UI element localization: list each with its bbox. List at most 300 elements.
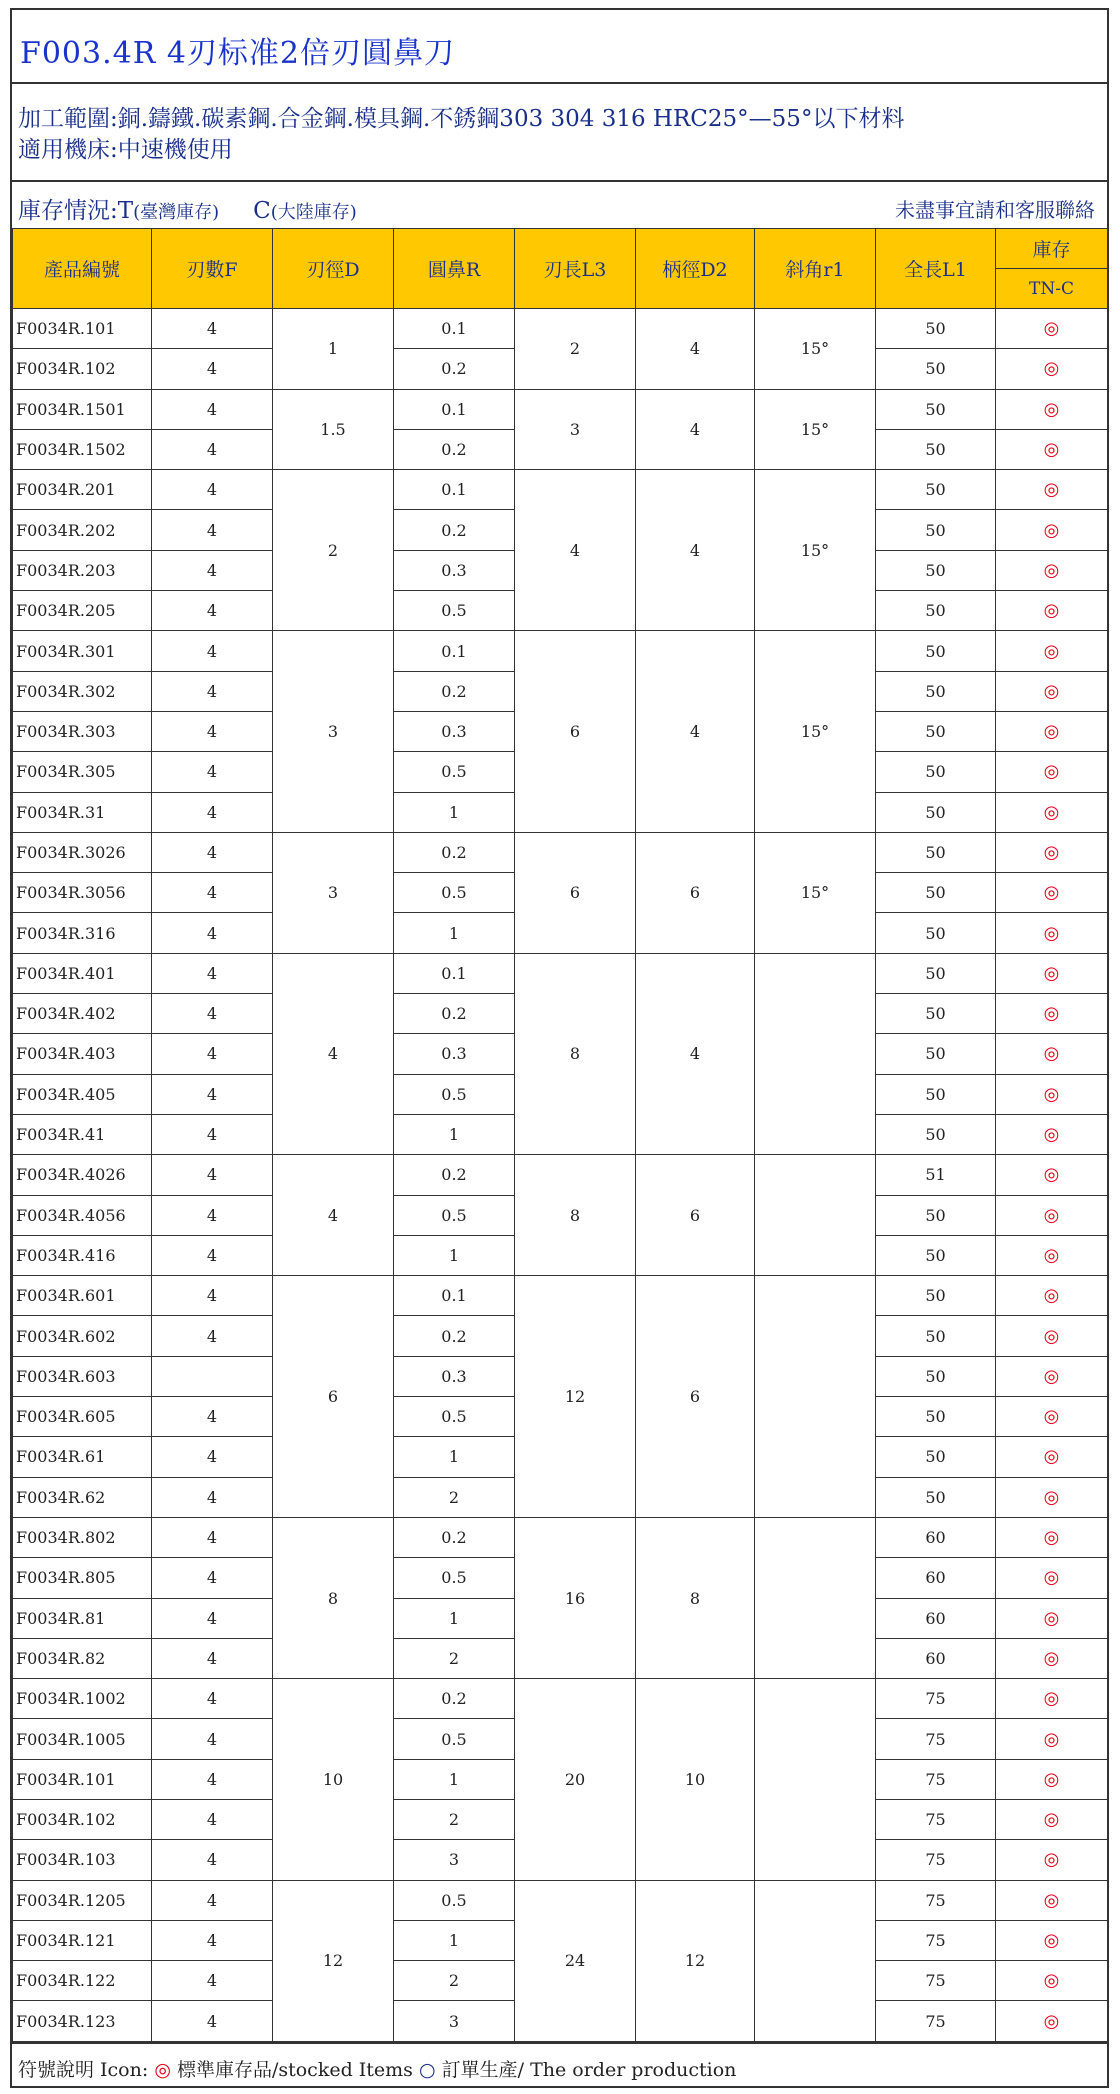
- table-row: [13, 1276, 1108, 1316]
- cell-radius: 2: [394, 1477, 515, 1517]
- cell-diameter: 3: [273, 631, 394, 832]
- cell-flutes: 4: [152, 671, 273, 711]
- cell-flutes: 4: [152, 873, 273, 913]
- cell-shank: 4: [636, 309, 755, 390]
- cell-radius: 0.3: [394, 550, 515, 590]
- cell-radius: 0.2: [394, 510, 515, 550]
- cell-code: F0034R.1502: [13, 429, 152, 469]
- cell-flutes: 4: [152, 631, 273, 671]
- legend: [12, 2042, 1107, 2086]
- cell-flutes: 4: [152, 309, 273, 349]
- cell-code: F0034R.1501: [13, 389, 152, 429]
- table-row: [13, 389, 1108, 429]
- stock-icon: ◎: [996, 1920, 1108, 1960]
- cell-code: F0034R.101: [13, 309, 152, 349]
- stock-icon: ◎: [996, 711, 1108, 751]
- header-radius: 圓鼻R: [394, 229, 515, 309]
- cell-length: 20: [515, 1679, 636, 1880]
- cell-radius: 0.5: [394, 1074, 515, 1114]
- cell-code: F0034R.802: [13, 1517, 152, 1557]
- table-row: [13, 1517, 1108, 1557]
- cell-angle: 15°: [755, 832, 876, 953]
- cell-code: F0034R.1005: [13, 1719, 152, 1759]
- cell-shank: 10: [636, 1679, 755, 1880]
- cell-code: F0034R.202: [13, 510, 152, 550]
- cell-flutes: 4: [152, 1598, 273, 1638]
- cell-radius: 0.3: [394, 1034, 515, 1074]
- stock-icon: ◎: [996, 1356, 1108, 1396]
- cell-diameter: 6: [273, 1276, 394, 1518]
- cell-length: 8: [515, 1155, 636, 1276]
- cell-total: 50: [876, 1316, 996, 1356]
- cell-radius: 0.2: [394, 671, 515, 711]
- cell-flutes: 4: [152, 1719, 273, 1759]
- stocked-icon: ◎: [154, 2059, 171, 2081]
- cell-angle: [755, 1517, 876, 1678]
- table-row: [13, 1155, 1108, 1195]
- stock-icon: ◎: [996, 1638, 1108, 1678]
- spec-body: [13, 309, 1108, 2042]
- cell-angle: [755, 1880, 876, 2041]
- cell-flutes: 4: [152, 1397, 273, 1437]
- cell-flutes: 4: [152, 1880, 273, 1920]
- cell-code: F0034R.121: [13, 1920, 152, 1960]
- stock-icon: ◎: [996, 1397, 1108, 1437]
- cell-code: F0034R.316: [13, 913, 152, 953]
- cell-total: 75: [876, 1679, 996, 1719]
- cell-code: F0034R.123: [13, 2001, 152, 2041]
- legend-label: 符號說明 Icon:: [18, 2059, 149, 2081]
- cell-code: F0034R.601: [13, 1276, 152, 1316]
- cell-flutes: 4: [152, 1235, 273, 1275]
- cell-radius: 0.1: [394, 389, 515, 429]
- stock-icon: ◎: [996, 1840, 1108, 1880]
- table-row: [13, 1679, 1108, 1719]
- cell-total: 75: [876, 1799, 996, 1839]
- header-stock: 庫存: [996, 229, 1108, 269]
- cell-code: F0034R.805: [13, 1558, 152, 1598]
- cell-flutes: 4: [152, 1961, 273, 2001]
- cell-code: F0034R.31: [13, 792, 152, 832]
- cell-shank: 8: [636, 1517, 755, 1678]
- cell-code: F0034R.4026: [13, 1155, 152, 1195]
- page-title: F003.4R 4刃标准2倍刃圓鼻刀: [20, 36, 455, 71]
- cell-shank: 6: [636, 832, 755, 953]
- cell-radius: 0.2: [394, 1316, 515, 1356]
- cell-total: 50: [876, 1235, 996, 1275]
- cell-code: F0034R.603: [13, 1356, 152, 1396]
- cell-radius: 0.2: [394, 1517, 515, 1557]
- cell-flutes: [152, 1356, 273, 1396]
- cell-length: 6: [515, 631, 636, 832]
- cell-flutes: 4: [152, 1517, 273, 1557]
- cell-radius: 1: [394, 792, 515, 832]
- cell-code: F0034R.102: [13, 1799, 152, 1839]
- cell-total: 50: [876, 1397, 996, 1437]
- stock-icon: ◎: [996, 1679, 1108, 1719]
- cell-radius: 0.2: [394, 1679, 515, 1719]
- cell-code: F0034R.303: [13, 711, 152, 751]
- cell-total: 50: [876, 1356, 996, 1396]
- table-row: [13, 832, 1108, 872]
- cell-angle: [755, 1679, 876, 1880]
- cell-radius: 0.2: [394, 1155, 515, 1195]
- cell-total: 50: [876, 389, 996, 429]
- cell-total: 51: [876, 1155, 996, 1195]
- cell-total: 50: [876, 832, 996, 872]
- order-icon: ○: [418, 2059, 436, 2081]
- stock-icon: ◎: [996, 792, 1108, 832]
- cell-diameter: 8: [273, 1517, 394, 1678]
- cell-angle: 15°: [755, 631, 876, 832]
- cell-diameter: 1.5: [273, 389, 394, 470]
- cell-radius: 0.2: [394, 429, 515, 469]
- cell-total: 50: [876, 631, 996, 671]
- cell-length: 16: [515, 1517, 636, 1678]
- cell-total: 75: [876, 1759, 996, 1799]
- cell-code: F0034R.605: [13, 1397, 152, 1437]
- cell-code: F0034R.401: [13, 953, 152, 993]
- cell-diameter: 10: [273, 1679, 394, 1880]
- cell-code: F0034R.62: [13, 1477, 152, 1517]
- cell-code: F0034R.101: [13, 1759, 152, 1799]
- cell-length: 2: [515, 309, 636, 390]
- cell-flutes: 4: [152, 1920, 273, 1960]
- cell-radius: 0.3: [394, 711, 515, 751]
- cell-radius: 1: [394, 1235, 515, 1275]
- stock-icon: ◎: [996, 1074, 1108, 1114]
- cell-flutes: 4: [152, 470, 273, 510]
- cell-radius: 0.3: [394, 1356, 515, 1396]
- cell-radius: 0.1: [394, 309, 515, 349]
- stock-icon: ◎: [996, 1759, 1108, 1799]
- table-row: [13, 1880, 1108, 1920]
- cell-radius: 0.1: [394, 631, 515, 671]
- stock-icon: ◎: [996, 309, 1108, 349]
- stock-icon: ◎: [996, 631, 1108, 671]
- cell-flutes: 4: [152, 1799, 273, 1839]
- cell-diameter: 4: [273, 953, 394, 1154]
- cell-code: F0034R.41: [13, 1114, 152, 1154]
- stock-icon: ◎: [996, 1316, 1108, 1356]
- stock-icon: ◎: [996, 1276, 1108, 1316]
- stock-c-code: C: [253, 198, 271, 224]
- stock-status: [18, 192, 357, 225]
- cell-total: 50: [876, 470, 996, 510]
- cell-radius: 0.1: [394, 953, 515, 993]
- stock-icon: ◎: [996, 1155, 1108, 1195]
- cell-radius: 0.1: [394, 470, 515, 510]
- stock-icon: ◎: [996, 1477, 1108, 1517]
- cell-total: 60: [876, 1598, 996, 1638]
- cell-shank: 6: [636, 1276, 755, 1518]
- stock-icon: ◎: [996, 349, 1108, 389]
- cell-radius: 1: [394, 1437, 515, 1477]
- cell-total: 50: [876, 510, 996, 550]
- cell-length: 12: [515, 1276, 636, 1518]
- cell-code: F0034R.402: [13, 994, 152, 1034]
- cell-diameter: 1: [273, 309, 394, 390]
- cell-flutes: 4: [152, 1437, 273, 1477]
- cell-code: F0034R.305: [13, 752, 152, 792]
- cell-total: 50: [876, 591, 996, 631]
- cell-code: F0034R.82: [13, 1638, 152, 1678]
- stock-icon: ◎: [996, 1880, 1108, 1920]
- cell-code: F0034R.1205: [13, 1880, 152, 1920]
- stock-band: [12, 182, 1107, 228]
- cell-radius: 0.5: [394, 873, 515, 913]
- cell-total: 50: [876, 913, 996, 953]
- cell-angle: 15°: [755, 470, 876, 631]
- stock-icon: ◎: [996, 1235, 1108, 1275]
- cell-code: F0034R.1002: [13, 1679, 152, 1719]
- stock-icon: ◎: [996, 1195, 1108, 1235]
- cell-code: F0034R.102: [13, 349, 152, 389]
- cell-total: 50: [876, 953, 996, 993]
- cell-total: 50: [876, 1276, 996, 1316]
- cell-total: 50: [876, 752, 996, 792]
- cell-code: F0034R.3056: [13, 873, 152, 913]
- cell-shank: 4: [636, 631, 755, 832]
- cell-shank: 12: [636, 1880, 755, 2041]
- cell-flutes: 4: [152, 1074, 273, 1114]
- cell-length: 24: [515, 1880, 636, 2041]
- stock-t-text: (臺灣庫存): [133, 202, 220, 223]
- cell-flutes: 4: [152, 389, 273, 429]
- cell-angle: 15°: [755, 309, 876, 390]
- header-diameter: 刃徑D: [273, 229, 394, 309]
- cell-total: 75: [876, 2001, 996, 2041]
- cell-radius: 3: [394, 2001, 515, 2041]
- cell-radius: 3: [394, 1840, 515, 1880]
- cell-total: 50: [876, 429, 996, 469]
- cell-radius: 1: [394, 1598, 515, 1638]
- header-flutes: 刃數F: [152, 229, 273, 309]
- cell-code: F0034R.61: [13, 1437, 152, 1477]
- cell-code: F0034R.3026: [13, 832, 152, 872]
- cell-total: 75: [876, 1920, 996, 1960]
- cell-radius: 1: [394, 1759, 515, 1799]
- stock-icon: ◎: [996, 752, 1108, 792]
- stock-icon: ◎: [996, 2001, 1108, 2041]
- cell-total: 50: [876, 873, 996, 913]
- info-band: [12, 84, 1107, 182]
- stock-icon: ◎: [996, 1114, 1108, 1154]
- cell-flutes: 4: [152, 792, 273, 832]
- stock-icon: ◎: [996, 1437, 1108, 1477]
- cell-length: 8: [515, 953, 636, 1154]
- cell-total: 60: [876, 1638, 996, 1678]
- cell-flutes: 4: [152, 832, 273, 872]
- applicable-machine: 適用機床:中速機使用: [18, 137, 233, 163]
- cell-total: 50: [876, 1195, 996, 1235]
- cell-total: 50: [876, 711, 996, 751]
- table-row: [13, 470, 1108, 510]
- cell-flutes: 4: [152, 994, 273, 1034]
- cell-flutes: 4: [152, 349, 273, 389]
- cell-flutes: 4: [152, 1195, 273, 1235]
- cell-shank: 4: [636, 470, 755, 631]
- cell-radius: 2: [394, 1799, 515, 1839]
- cell-code: F0034R.4056: [13, 1195, 152, 1235]
- cell-flutes: 4: [152, 1638, 273, 1678]
- cell-radius: 2: [394, 1638, 515, 1678]
- cell-flutes: 4: [152, 2001, 273, 2041]
- cell-code: F0034R.602: [13, 1316, 152, 1356]
- cell-length: 6: [515, 832, 636, 953]
- cell-total: 50: [876, 1074, 996, 1114]
- cell-shank: 4: [636, 953, 755, 1154]
- cell-total: 50: [876, 1477, 996, 1517]
- cell-total: 50: [876, 349, 996, 389]
- cell-code: F0034R.103: [13, 1840, 152, 1880]
- cell-total: 75: [876, 1961, 996, 2001]
- cell-total: 60: [876, 1517, 996, 1557]
- stock-icon: ◎: [996, 1961, 1108, 2001]
- cell-code: F0034R.122: [13, 1961, 152, 2001]
- cell-radius: 0.2: [394, 349, 515, 389]
- table-row: [13, 953, 1108, 993]
- cell-shank: 6: [636, 1155, 755, 1276]
- cell-flutes: 4: [152, 913, 273, 953]
- cell-total: 75: [876, 1719, 996, 1759]
- stock-c-text: (大陸庫存): [270, 202, 357, 223]
- cell-flutes: 4: [152, 1679, 273, 1719]
- cell-radius: 0.5: [394, 1719, 515, 1759]
- stock-icon: ◎: [996, 994, 1108, 1034]
- cell-diameter: 12: [273, 1880, 394, 2041]
- cell-flutes: 4: [152, 711, 273, 751]
- cell-code: F0034R.203: [13, 550, 152, 590]
- cell-total: 75: [876, 1840, 996, 1880]
- cell-shank: 4: [636, 389, 755, 470]
- cell-code: F0034R.201: [13, 470, 152, 510]
- legend-order-text: 訂單生產/ The order production: [441, 2059, 737, 2081]
- cell-code: F0034R.403: [13, 1034, 152, 1074]
- cell-diameter: 3: [273, 832, 394, 953]
- cell-radius: 0.5: [394, 591, 515, 631]
- cell-flutes: 4: [152, 429, 273, 469]
- stock-icon: ◎: [996, 510, 1108, 550]
- cell-radius: 0.1: [394, 1276, 515, 1316]
- cell-flutes: 4: [152, 1316, 273, 1356]
- stock-icon: ◎: [996, 1719, 1108, 1759]
- cell-flutes: 4: [152, 1155, 273, 1195]
- cell-radius: 0.5: [394, 1195, 515, 1235]
- cell-total: 50: [876, 1437, 996, 1477]
- stock-icon: ◎: [996, 389, 1108, 429]
- cell-total: 50: [876, 792, 996, 832]
- cell-total: 50: [876, 550, 996, 590]
- header-total: 全長L1: [876, 229, 996, 309]
- cell-total: 50: [876, 1114, 996, 1154]
- cell-radius: 0.2: [394, 832, 515, 872]
- cell-angle: 15°: [755, 389, 876, 470]
- cell-total: 75: [876, 1880, 996, 1920]
- cell-code: F0034R.416: [13, 1235, 152, 1275]
- header-length: 刃長L3: [515, 229, 636, 309]
- cell-flutes: 4: [152, 1276, 273, 1316]
- cell-flutes: 4: [152, 1477, 273, 1517]
- cell-total: 50: [876, 309, 996, 349]
- stock-icon: ◎: [996, 671, 1108, 711]
- stock-icon: ◎: [996, 873, 1108, 913]
- cell-code: F0034R.301: [13, 631, 152, 671]
- stock-icon: ◎: [996, 1517, 1108, 1557]
- cell-radius: 0.2: [394, 994, 515, 1034]
- cell-length: 3: [515, 389, 636, 470]
- cell-angle: [755, 1276, 876, 1518]
- machining-range: 加工範圍:銅.鑄鐵.碳素鋼.合金鋼.模具鋼.不銹鋼303 304 316 HRC25°—55°以下材料: [18, 106, 905, 132]
- stock-icon: ◎: [996, 470, 1108, 510]
- spec-table: [12, 228, 1108, 2042]
- cell-code: F0034R.205: [13, 591, 152, 631]
- stock-icon: ◎: [996, 953, 1108, 993]
- contact-note: 未盡事宜請和客服聯絡: [895, 198, 1095, 222]
- header-angle: 斜角r1: [755, 229, 876, 309]
- cell-length: 4: [515, 470, 636, 631]
- cell-flutes: 4: [152, 1034, 273, 1074]
- cell-radius: 0.5: [394, 752, 515, 792]
- stock-icon: ◎: [996, 550, 1108, 590]
- header-shank: 柄徑D2: [636, 229, 755, 309]
- stock-t-code: T: [117, 198, 134, 224]
- cell-code: F0034R.302: [13, 671, 152, 711]
- cell-radius: 1: [394, 1114, 515, 1154]
- cell-code: F0034R.405: [13, 1074, 152, 1114]
- stock-icon: ◎: [996, 1558, 1108, 1598]
- cell-angle: [755, 1155, 876, 1276]
- stock-icon: ◎: [996, 429, 1108, 469]
- cell-flutes: 4: [152, 1759, 273, 1799]
- stock-label: 庫存情況:: [18, 198, 118, 224]
- cell-flutes: 4: [152, 953, 273, 993]
- stock-icon: ◎: [996, 913, 1108, 953]
- cell-angle: [755, 953, 876, 1154]
- header-code: 產品編號: [13, 229, 152, 309]
- stock-icon: ◎: [996, 832, 1108, 872]
- cell-radius: 0.5: [394, 1397, 515, 1437]
- cell-radius: 0.5: [394, 1880, 515, 1920]
- cell-flutes: 4: [152, 550, 273, 590]
- cell-radius: 1: [394, 1920, 515, 1960]
- cell-flutes: 4: [152, 752, 273, 792]
- cell-radius: 0.5: [394, 1558, 515, 1598]
- stock-icon: ◎: [996, 1034, 1108, 1074]
- title-band: [12, 10, 1107, 84]
- stock-icon: ◎: [996, 1799, 1108, 1839]
- cell-radius: 1: [394, 913, 515, 953]
- table-row: [13, 309, 1108, 349]
- cell-diameter: 4: [273, 1155, 394, 1276]
- cell-flutes: 4: [152, 1840, 273, 1880]
- cell-flutes: 4: [152, 1114, 273, 1154]
- cell-flutes: 4: [152, 591, 273, 631]
- table-row: [13, 631, 1108, 671]
- cell-total: 50: [876, 671, 996, 711]
- cell-total: 50: [876, 1034, 996, 1074]
- cell-diameter: 2: [273, 470, 394, 631]
- stock-icon: ◎: [996, 1598, 1108, 1638]
- header-stock-sub: TN-C: [996, 269, 1108, 309]
- stock-icon: ◎: [996, 591, 1108, 631]
- cell-flutes: 4: [152, 1558, 273, 1598]
- cell-flutes: 4: [152, 510, 273, 550]
- cell-total: 50: [876, 994, 996, 1034]
- product-sheet: [10, 8, 1109, 2088]
- legend-stock-text: 標準庫存品/stocked Items: [176, 2059, 413, 2081]
- cell-total: 60: [876, 1558, 996, 1598]
